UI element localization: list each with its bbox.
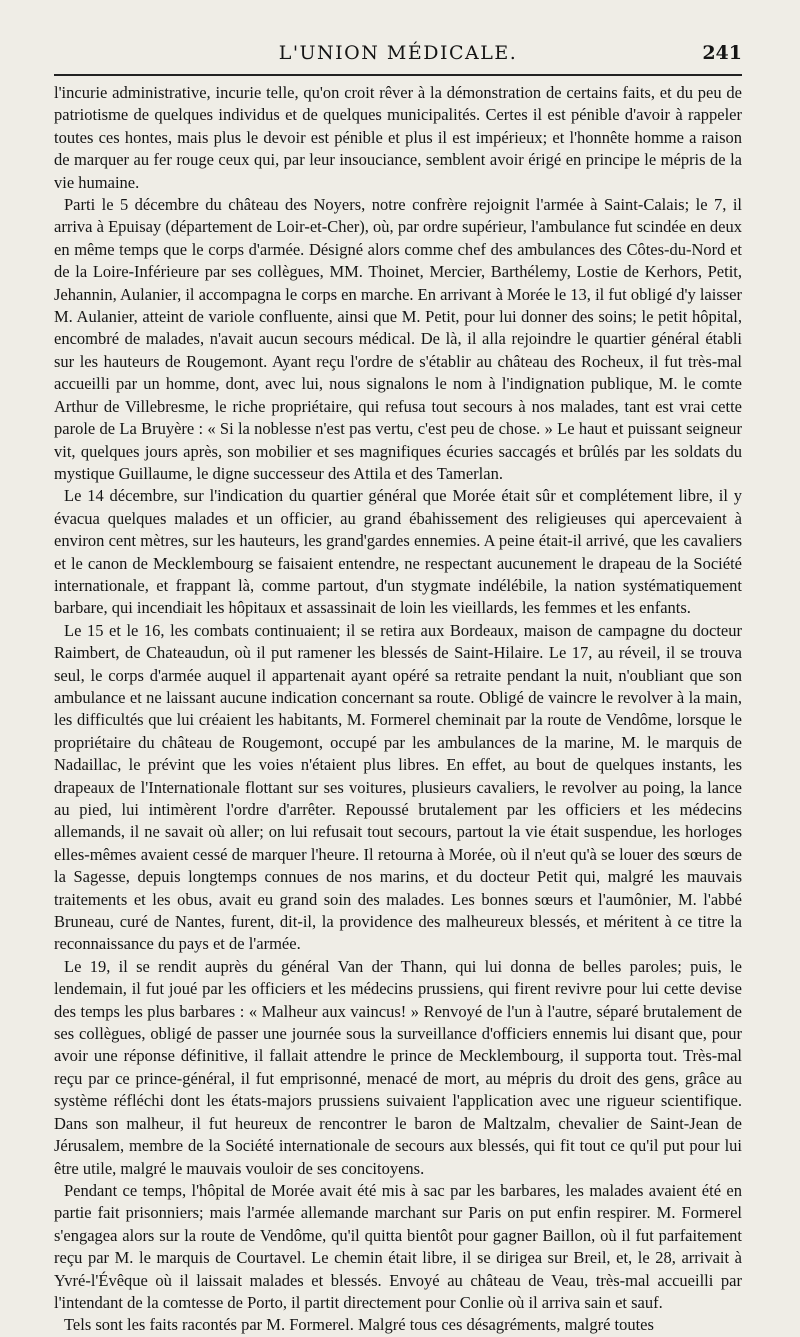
- paragraph: Parti le 5 décembre du château des Noyers, notre confrère rejoignit l'armée à Saint-Calais; le 7, il arriva à Epuisay (département de Loir-et-Cher), où, par ordre supérieur, l'ambulance fut scindée en deux en même temps que le corps d'armée. Désigné alors comme chef des ambulances des Côtes-du-Nord et de la Loire-Inférieure par ses collègues, MM. Thoinet, Mercier, Barthélemy, Lostie de Kerhors, Petit, Jehannin, Aulanier, il accompagna le corps en marche. En arrivant à Morée le 13, il fut obligé d'y laisser M. Aulanier, atteint de variole confluente, ainsi que M. Petit, pour lui donner des soins; le petit hôpital, encombré de malades, n'avait aucun secours médical. De là, il alla rejoindre le quartier général établi sur les hauteurs de Rougemont. Ayant reçu l'ordre de s'établir au château des Rocheux, il fut très-mal accueilli par un homme, dont, avec lui, nous signalons le nom à l'indignation publique, M. le comte Arthur de Villebresme, le riche propriétaire, qui refusa tout secours à nos malades, tant est vrai cette parole de La Bruyère : « Si la noblesse n'est pas vertu, c'est peu de chose. » Le haut et puissant seigneur vit, quelques jours après, son mobilier et ses magnifiques écuries saccagés et brûlés par les soldats du mystique Guillaume, le digne successeur des Attila et des Tamerlan.: [54, 195, 742, 483]
- running-title: L'UNION MÉDICALE.: [278, 42, 518, 64]
- page-header: [54, 40, 742, 74]
- paragraph: Le 15 et le 16, les combats continuaient; il se retira aux Bordeaux, maison de campagne du docteur Raimbert, de Chateaudun, où il put ramener les blessés de Saint-Hilaire. Le 17, au réveil, il se trouva seul, le corps d'armée auquel il appartenait ayant opéré sa retraite pendant la nuit, n'oubliant que son ambulance et ne laissant aucune indication concernant sa route. Obligé de vaincre le revolver à la main, les difficultés que lui créaient les habitants, M. Formerel cheminait par la route de Vendôme, lorsque le propriétaire du château de Rougemont, occupé par les ambulances de la marine, M. le marquis de Nadaillac, le prévint que les voies n'étaient plus libres. En effet, au bout de quelques instants, les drapeaux de l'Internationale flottant sur ses voitures, plusieurs cavaliers, le revolver au poing, la lance au pied, lui intimèrent l'ordre d'arrêter. Repoussé brutalement par les officiers et les médecins allemands, il ne savait où aller; on lui refusait tout secours, partout la vie était suspendue, les horloges elles-mêmes avaient cessé de marquer l'heure. Il retourna à Morée, où il n'eut qu'à se louer des sœurs de la Sagesse, depuis longtemps connues de nos marins, et du docteur Petit qui, malgré les mauvais traitements et les obus, avait eu grand soin des malades. Les bonnes sœurs et l'aumônier, M. l'abbé Bruneau, curé de Nantes, furent, dit-il, la providence des malheureux blessés, et méritent à ce titre la reconnaissance du pays et de l'armée.: [54, 620, 742, 954]
- page-number: 241: [702, 42, 742, 64]
- body-text: [54, 82, 742, 1337]
- paragraph: Le 14 décembre, sur l'indication du quartier général que Morée était sûr et complétement libre, il y évacua quelques malades et un officier, au grand ébahissement des religieuses qui apercevaient à environ cent mètres, sur les hauteurs, les grand'gardes ennemies. A peine était-il arrivé, que les cavaliers et le canon de Mecklembourg se faisaient entendre, ne respectant aucunement le drapeau de la Société internationale, et frappant là, comme partout, d'un stygmate indélébile, la nation systématiquement barbare, qui incendiait les hôpitaux et assassinait de loin les vieillards, les femmes et les enfants.: [54, 486, 742, 618]
- paragraph: Pendant ce temps, l'hôpital de Morée avait été mis à sac par les barbares, les malades avaient été en partie fait prisonniers; mais l'armée allemande marchant sur Paris on put enfin respirer. M. Formerel s'engagea alors sur la route de Vendôme, qu'il quitta bientôt pour gagner Baillon, où il fut parfaitement reçu par M. le marquis de Courtavel. Le chemin était libre, il se dirigea sur Breil, et, le 28, arrivait à Yvré-l'Évêque où il laissait malades et blessés. Envoyé au château de Veau, très-mal accueilli par l'intendant de la comtesse de Porto, il partit directement pour Conlie où il arriva sain et sauf.: [54, 1180, 742, 1312]
- paragraph: Tels sont les faits racontés par M. Formerel. Malgré tous ces désagréments, malgré toutes: [64, 1315, 654, 1335]
- header-rule: [54, 74, 742, 76]
- paragraph: Le 19, il se rendit auprès du général Van der Thann, qui lui donna de belles paroles; puis, le lendemain, il fut joué par les officiers et les médecins prussiens, qui firent revivre pour lui cette devise des temps les plus barbares : « Malheur aux vaincus! » Renvoyé de l'un à l'autre, séparé brutalement de ses collègues, obligé de passer une journée sous la surveillance d'officiers ennemis lui disant que, pour avoir une réponse définitive, il fallait attendre le prince de Mecklembourg, il supporta tout. Très-mal reçu par ce prince-général, il fut emprisonné, menacé de mort, au mépris du droit des gens, grâce au système réfléchi dont les états-majors prussiens suivaient l'application avec une rigueur scientifique. Dans son malheur, il fut heureux de rencontrer le baron de Maltzalm, chevalier de Saint-Jean de Jérusalem, membre de la Société internationale de secours aux blessés, qui fit tout ce qu'il put pour lui être utile, malgré le mauvais vouloir de ses concitoyens.: [54, 956, 742, 1178]
- paragraph: l'incurie administrative, incurie telle, qu'on croit rêver à la démonstration de certains faits, et du peu de patriotisme de quelques individus et de quelques municipalités. Certes il est pénible d'avoir à rappeler toutes ces hontes, mais plus le devoir est pénible et plus il est impérieux; et l'honnête homme a raison de marquer au fer rouge ceux qui, par leur insouciance, semblent avoir érigé en principe le mépris de la vie humaine.: [54, 83, 742, 192]
